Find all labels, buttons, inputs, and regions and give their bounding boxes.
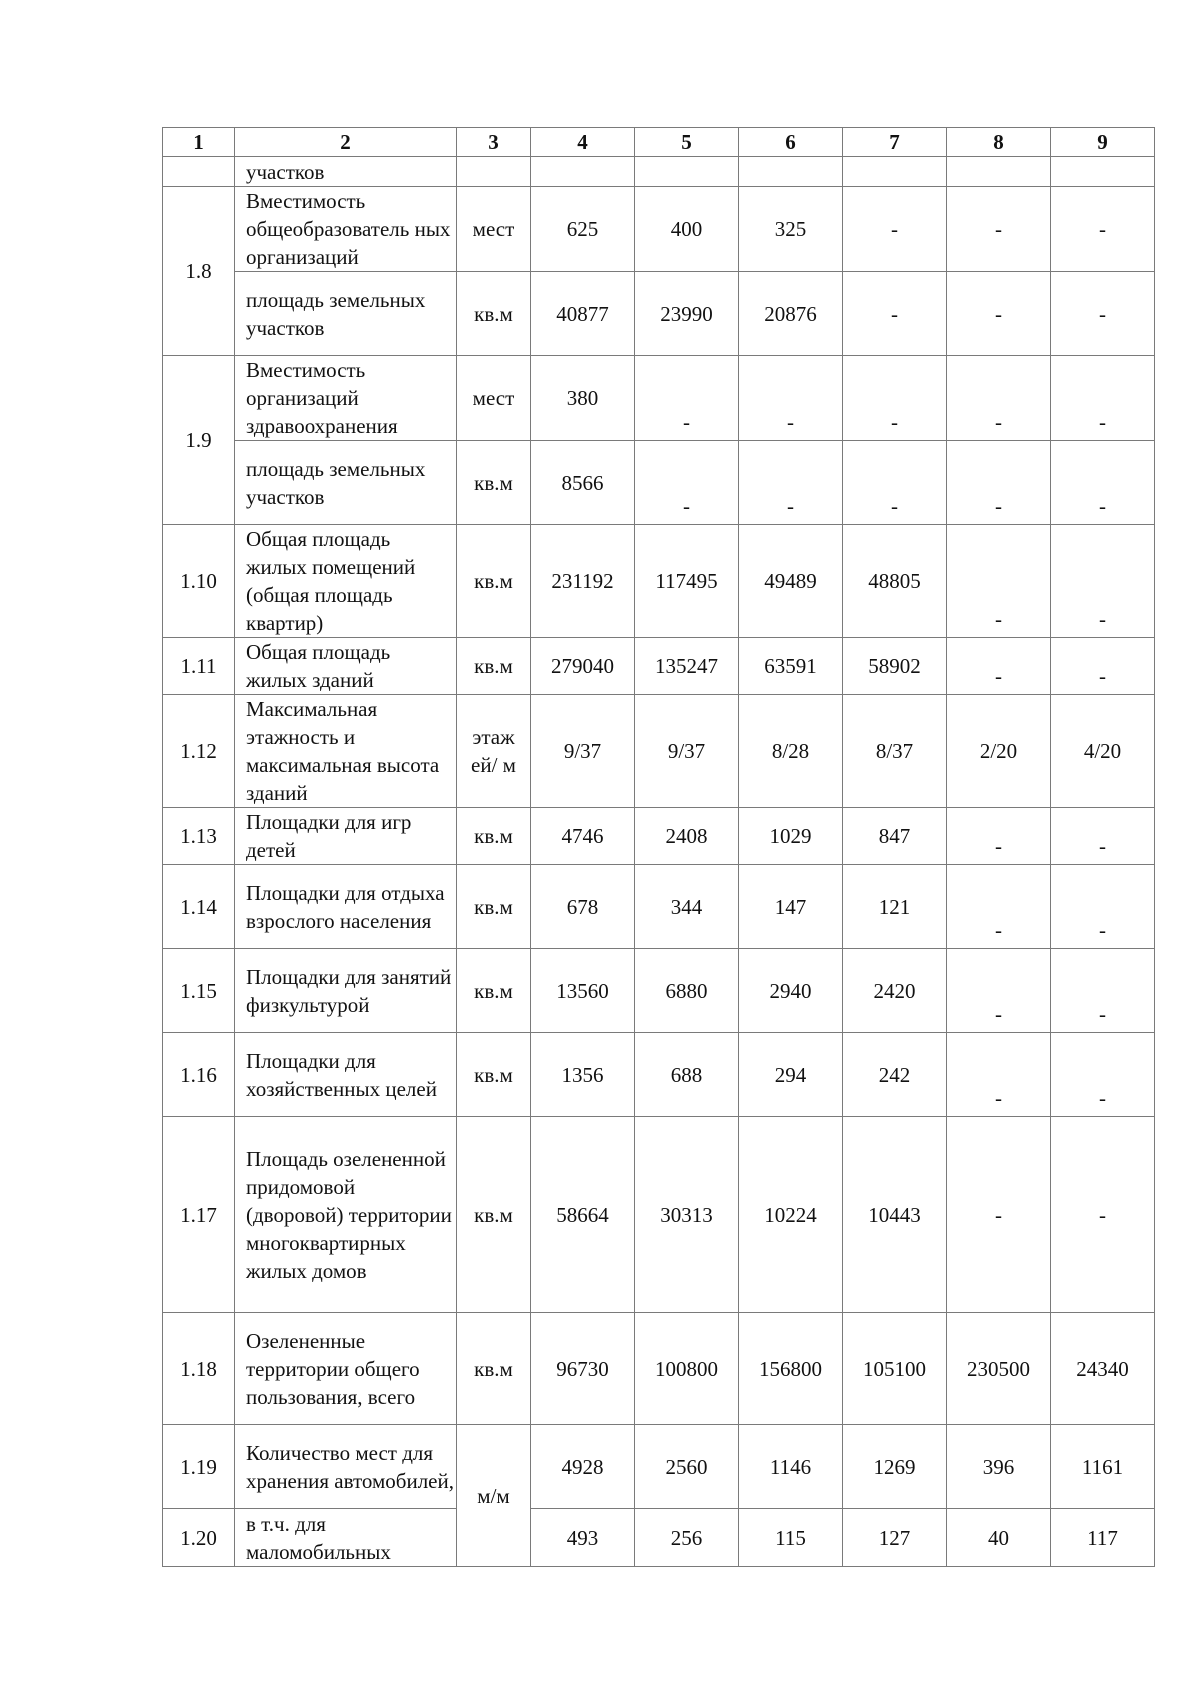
cell-value: - [843,187,947,272]
cell-value: 40 [947,1509,1051,1567]
table-row [163,187,1155,272]
row-unit: кв.м [457,441,531,525]
row-number [163,157,235,187]
cell-value: 58664 [531,1117,635,1313]
cell-value [739,157,843,187]
row-number: 1.9 [163,356,235,525]
cell-value: - [947,525,1051,638]
row-unit: кв.м [457,1033,531,1117]
row-number: 1.8 [163,187,235,356]
cell-value: 325 [739,187,843,272]
row-number: 1.15 [163,949,235,1033]
cell-value: - [947,949,1051,1033]
row-unit: кв.м [457,638,531,695]
cell-value: 688 [635,1033,739,1117]
cell-value: - [843,272,947,356]
cell-value: 20876 [739,272,843,356]
row-description: Общая площадь жилых помещений (общая площадь квартир) [235,525,457,638]
table-row [163,1117,1155,1313]
cell-value: - [1051,441,1155,525]
table-row [163,441,1155,525]
column-header: 1 [163,128,235,157]
row-number: 1.13 [163,808,235,865]
row-description: Площадь озелененной придомовой (дворовой) территории многоквартирных жилых домов [235,1117,457,1313]
cell-value: 1161 [1051,1425,1155,1509]
column-header: 3 [457,128,531,157]
row-description: Площадки для занятий физкультурой [235,949,457,1033]
cell-value: 4746 [531,808,635,865]
cell-value: 256 [635,1509,739,1567]
cell-value: 1146 [739,1425,843,1509]
cell-value: 100800 [635,1313,739,1425]
row-description: площадь земельных участков [235,441,457,525]
cell-value [843,157,947,187]
cell-value: - [635,441,739,525]
cell-value: 127 [843,1509,947,1567]
row-description: Озелененные территории общего пользования, всего [235,1313,457,1425]
cell-value: 6880 [635,949,739,1033]
row-description: в т.ч. для маломобильных [235,1509,457,1567]
cell-value: 4928 [531,1425,635,1509]
cell-value: 96730 [531,1313,635,1425]
cell-value: 9/37 [531,695,635,808]
cell-value: 156800 [739,1313,843,1425]
cell-value: - [1051,272,1155,356]
cell-value: 400 [635,187,739,272]
row-unit: м/м [457,1425,531,1567]
cell-value [635,157,739,187]
column-header: 7 [843,128,947,157]
table-row [163,525,1155,638]
cell-value: 230500 [947,1313,1051,1425]
cell-value: 1356 [531,1033,635,1117]
column-header: 6 [739,128,843,157]
row-description: участков [235,157,457,187]
cell-value: - [1051,356,1155,441]
row-number: 1.16 [163,1033,235,1117]
cell-value: 1029 [739,808,843,865]
row-unit: мест [457,187,531,272]
cell-value: 493 [531,1509,635,1567]
cell-value: 8566 [531,441,635,525]
row-description: Количество мест для хранения автомобилей, [235,1425,457,1509]
table-row [163,638,1155,695]
row-number: 1.17 [163,1117,235,1313]
row-unit: кв.м [457,1117,531,1313]
cell-value: 242 [843,1033,947,1117]
cell-value: 13560 [531,949,635,1033]
row-unit: кв.м [457,1313,531,1425]
data-table [162,127,1155,1567]
cell-value: 135247 [635,638,739,695]
cell-value: - [843,356,947,441]
cell-value: - [1051,187,1155,272]
row-description: Вместимость организаций здравоохранения [235,356,457,441]
column-header: 4 [531,128,635,157]
cell-value: 23990 [635,272,739,356]
cell-value: 40877 [531,272,635,356]
cell-value: 121 [843,865,947,949]
cell-value: 2420 [843,949,947,1033]
cell-value: - [947,441,1051,525]
cell-value: 10224 [739,1117,843,1313]
table-row [163,1313,1155,1425]
table-row [163,808,1155,865]
row-number: 1.14 [163,865,235,949]
cell-value: 9/37 [635,695,739,808]
row-number: 1.19 [163,1425,235,1509]
cell-value: 117495 [635,525,739,638]
table-row [163,157,1155,187]
table-row [163,865,1155,949]
cell-value: 63591 [739,638,843,695]
cell-value: 4/20 [1051,695,1155,808]
row-unit: этаж ей/ м [457,695,531,808]
cell-value: 147 [739,865,843,949]
row-unit [457,157,531,187]
cell-value: 2408 [635,808,739,865]
cell-value: 231192 [531,525,635,638]
cell-value: 279040 [531,638,635,695]
cell-value: 117 [1051,1509,1155,1567]
cell-value: 2940 [739,949,843,1033]
column-header: 8 [947,128,1051,157]
cell-value: - [947,272,1051,356]
cell-value: - [739,441,843,525]
row-number: 1.20 [163,1509,235,1567]
cell-value: - [947,638,1051,695]
cell-value: - [947,865,1051,949]
cell-value [531,157,635,187]
cell-value: 30313 [635,1117,739,1313]
cell-value [1051,157,1155,187]
column-number-row [163,128,1155,157]
table-row [163,1425,1155,1509]
row-description: Общая площадь жилых зданий [235,638,457,695]
cell-value: 625 [531,187,635,272]
cell-value: - [947,808,1051,865]
cell-value: - [635,356,739,441]
cell-value: 344 [635,865,739,949]
cell-value: - [947,356,1051,441]
cell-value: 48805 [843,525,947,638]
cell-value: - [1051,638,1155,695]
row-number: 1.11 [163,638,235,695]
row-description: Площадки для игр детей [235,808,457,865]
cell-value: - [1051,865,1155,949]
row-unit: мест [457,356,531,441]
cell-value: 1269 [843,1425,947,1509]
row-unit: кв.м [457,272,531,356]
row-number: 1.10 [163,525,235,638]
row-description: Площадки для отдыха взрослого населения [235,865,457,949]
cell-value: 24340 [1051,1313,1155,1425]
cell-value: - [1051,1117,1155,1313]
cell-value [947,157,1051,187]
cell-value: - [843,441,947,525]
cell-value: - [1051,808,1155,865]
cell-value: - [947,1117,1051,1313]
cell-value: - [1051,1033,1155,1117]
cell-value: - [947,1033,1051,1117]
cell-value: 2560 [635,1425,739,1509]
table-row [163,949,1155,1033]
table-row [163,695,1155,808]
cell-value: 294 [739,1033,843,1117]
cell-value: 49489 [739,525,843,638]
table-row [163,272,1155,356]
row-unit: кв.м [457,949,531,1033]
cell-value: 105100 [843,1313,947,1425]
cell-value: 380 [531,356,635,441]
row-description: Площадки для хозяйственных целей [235,1033,457,1117]
row-description: Максимальная этажность и максимальная высота зданий [235,695,457,808]
row-unit: кв.м [457,865,531,949]
cell-value: 8/28 [739,695,843,808]
column-header: 2 [235,128,457,157]
row-unit: кв.м [457,525,531,638]
cell-value: - [739,356,843,441]
row-description: площадь земельных участков [235,272,457,356]
row-number: 1.12 [163,695,235,808]
cell-value: 847 [843,808,947,865]
cell-value: 2/20 [947,695,1051,808]
cell-value: 115 [739,1509,843,1567]
table-row [163,1033,1155,1117]
cell-value: 396 [947,1425,1051,1509]
column-header: 5 [635,128,739,157]
cell-value: - [1051,949,1155,1033]
table-row [163,1509,1155,1567]
row-unit: кв.м [457,808,531,865]
row-description: Вместимость общеобразователь ных организаций [235,187,457,272]
cell-value: - [1051,525,1155,638]
cell-value: 58902 [843,638,947,695]
table-row [163,356,1155,441]
row-number: 1.18 [163,1313,235,1425]
cell-value: 10443 [843,1117,947,1313]
cell-value: 678 [531,865,635,949]
column-header: 9 [1051,128,1155,157]
cell-value: 8/37 [843,695,947,808]
cell-value: - [947,187,1051,272]
